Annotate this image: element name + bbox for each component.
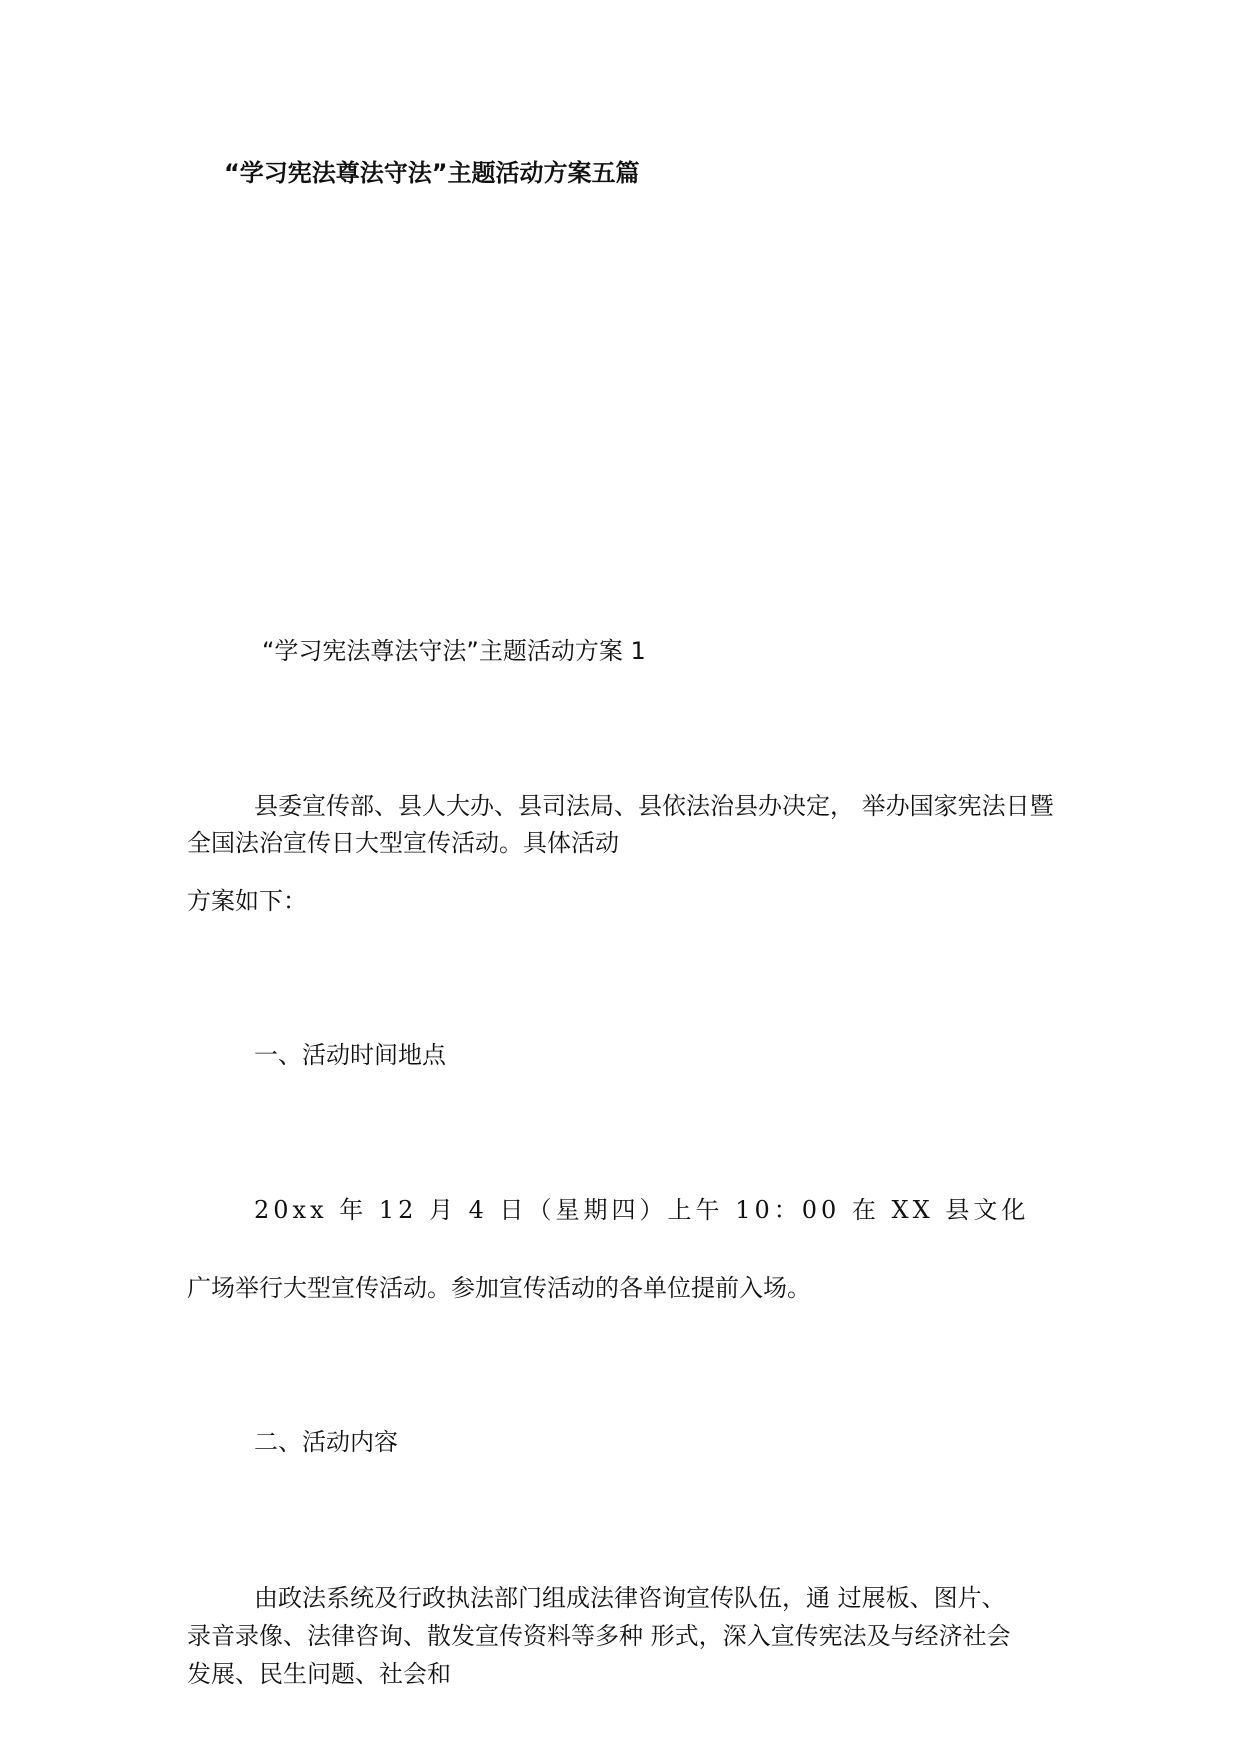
heading-time-place: 一、活动时间地点 (254, 1041, 446, 1069)
content-paragraph-line: 录音录像、法律咨询、散发宣传资料等多种 形式，深入宣传宪法及与经济社会 (187, 1622, 1011, 1650)
intro-paragraph-line: 县委宣传部、县人大办、县司法局、县依法治县办决定， 举办国家宪法日暨 (254, 792, 1054, 820)
section-title: “学习宪法尊法守法”主题活动方案 1 (262, 637, 646, 665)
time-place-line: 广场举行大型宣传活动。参加宣传活动的各单位提前入场。 (187, 1274, 811, 1302)
intro-paragraph-line: 方案如下： (187, 887, 307, 915)
time-place-line: 20xx 年 12 月 4 日（星期四）上午 10：00 在 XX 县文化 (254, 1196, 1030, 1224)
document-title: “学习宪法尊法守法”主题活动方案五篇 (224, 159, 640, 187)
heading-content: 二、活动内容 (254, 1428, 398, 1456)
content-paragraph-line: 由政法系统及行政执法部门组成法律咨询宣传队伍，通 过展板、图片、 (254, 1584, 1006, 1612)
content-paragraph-line: 发展、民生问题、社会和 (187, 1660, 451, 1688)
intro-paragraph-line: 全国法治宣传日大型宣传活动。具体活动 (187, 829, 619, 857)
